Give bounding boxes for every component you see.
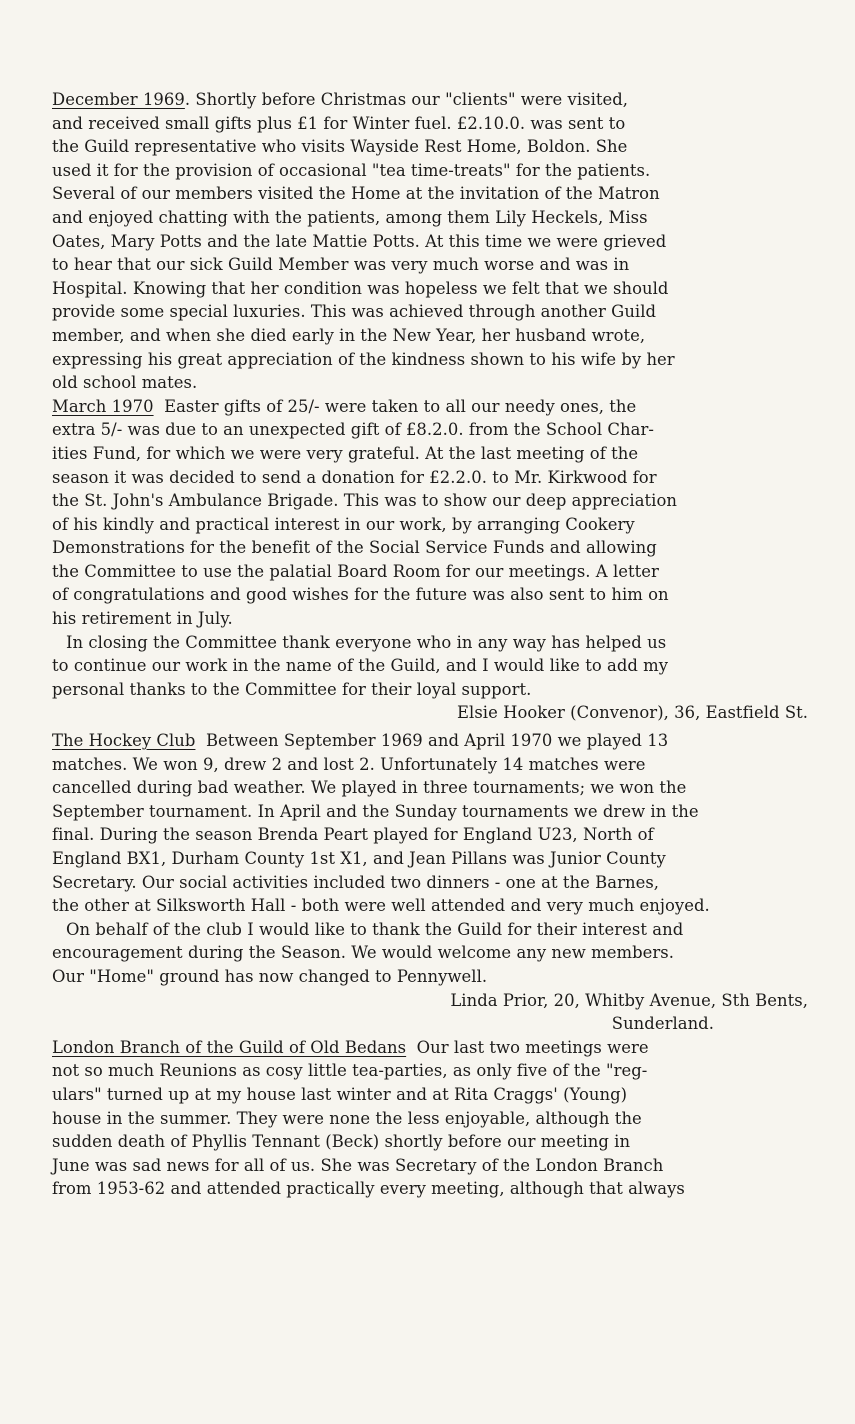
text-line: personal thanks to the Committee for their loyal support. [52, 679, 532, 699]
text-line: and received small gifts plus £1 for Winter fuel. £2.10.0. was sent to [52, 113, 626, 133]
text-line: extra 5/- was due to an unexpected gift of £8.2.0. from the School Char- [52, 420, 654, 440]
text-line: and enjoyed chatting with the patients, among them Lily Heckels, Miss [52, 207, 648, 227]
text-line: Hospital. Knowing that her condition was hopeless we felt that we should [52, 278, 669, 298]
text-line: of his kindly and practical interest in our work, by arranging Cookery [52, 514, 635, 534]
section-heading: December 1969 [52, 90, 185, 109]
text-line: March 1970 Easter gifts of 25/- were taken to all our needy ones, the [52, 396, 637, 416]
text-line: encouragement during the Season. We would welcome any new members. [52, 943, 674, 963]
text-line: house in the summer. They were none the less enjoyable, although the [52, 1108, 642, 1128]
signature: Elsie Hooker (Convenor), 36, Eastfield St. [457, 703, 808, 723]
section-march-1970 [52, 395, 832, 725]
text-line: old school mates. [52, 373, 198, 393]
text-line: the Committee to use the palatial Board Room for our meetings. A letter [52, 561, 659, 581]
text-line: the Guild representative who visits Wayside Rest Home, Boldon. She [52, 137, 628, 157]
text-line: of congratulations and good wishes for the future was also sent to him on [52, 585, 669, 605]
text-line: to continue our work in the name of the Guild, and I would like to add my [52, 656, 669, 676]
section-london-branch [52, 1036, 832, 1201]
text-line: Several of our members visited the Home at the invitation of the Matron [52, 184, 660, 204]
text-line: cancelled during bad weather. We played in three tournaments; we won the [52, 778, 687, 798]
text-line: final. During the season Brenda Peart played for England U23, North of [52, 825, 654, 845]
text-line: September tournament. In April and the Sunday tournaments we drew in the [52, 801, 699, 821]
section-heading: March 1970 [52, 396, 154, 416]
document-body [52, 88, 832, 1201]
text-line: the St. John's Ambulance Brigade. This was to show our deep appreciation [52, 491, 677, 511]
text-line: sudden death of Phyllis Tennant (Beck) shortly before our meeting in [52, 1132, 631, 1152]
text-line: member, and when she died early in the New Year, her husband wrote, [52, 325, 646, 345]
text-line: Demonstrations for the benefit of the Social Service Funds and allowing [52, 538, 657, 558]
text-line: Our "Home" ground has now changed to Pennywell. [52, 966, 488, 986]
text-line: On behalf of the club I would like to thank the Guild for their interest and [66, 919, 684, 939]
text-line: In closing the Committee thank everyone who in any way has helped us [66, 632, 667, 652]
signature-town: Sunderland. [611, 1014, 714, 1034]
text-line: London Branch of the Guild of Old Bedans Our last two meetings were [52, 1037, 649, 1057]
text-line: used it for the provision of occasional "tea time-treats" for the patients. [52, 160, 651, 180]
text-line: season it was decided to send a donation for £2.2.0. to Mr. Kirkwood for [52, 467, 657, 487]
section-heading: The Hockey Club [52, 731, 196, 751]
section-heading: London Branch of the Guild of Old Bedans [52, 1037, 407, 1057]
text-line: expressing his great appreciation of the kindness shown to his wife by her [52, 349, 675, 369]
text-line: June was sad news for all of us. She was Secretary of the London Branch [52, 1155, 664, 1175]
section-hockey-club [52, 729, 832, 1036]
text-line: to hear that our sick Guild Member was very much worse and was in [52, 255, 630, 275]
text-line: ities Fund, for which we were very grateful. At the last meeting of the [52, 443, 639, 463]
text-line: December 1969. Shortly before Christmas our "clients" were visited, [52, 90, 629, 109]
text-line: Secretary. Our social activities included two dinners - one at the Barnes, [52, 872, 660, 892]
text-line: England BX1, Durham County 1st X1, and Jean Pillans was Junior County [52, 849, 666, 868]
text-line: Oates, Mary Potts and the late Mattie Potts. At this time we were grieved [52, 231, 667, 251]
text-line: matches. We won 9, drew 2 and lost 2. Unfortunately 14 matches were [52, 754, 646, 774]
text-line: from 1953-62 and attended practically every meeting, although that always [52, 1179, 685, 1199]
text-line: The Hockey Club Between September 1969 and April 1970 we played 13 [52, 731, 669, 751]
text-line: provide some special luxuries. This was achieved through another Guild [52, 302, 657, 322]
text-line: ulars" turned up at my house last winter and at Rita Craggs' (Young) [52, 1084, 628, 1104]
text-line: the other at Silksworth Hall - both were well attended and very much enjoyed. [52, 896, 710, 916]
section-december-1969 [52, 88, 832, 395]
text-line: his retirement in July. [52, 609, 233, 629]
signature: Linda Prior, 20, Whitby Avenue, Sth Bents, [450, 990, 808, 1010]
text-line: not so much Reunions as cosy little tea-parties, as only five of the "reg- [52, 1061, 648, 1081]
